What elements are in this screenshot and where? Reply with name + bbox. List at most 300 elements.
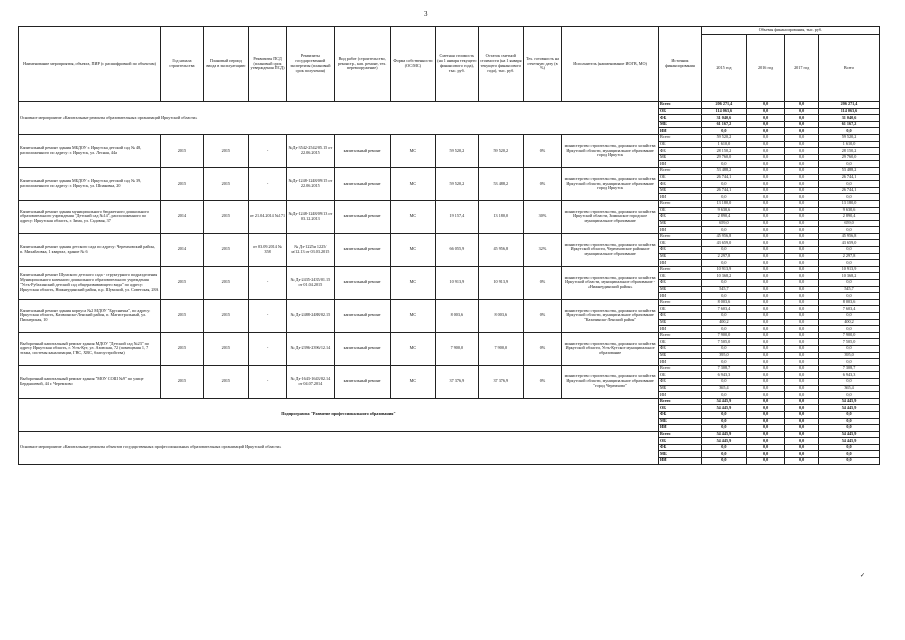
header-2017: 2017 год xyxy=(785,35,819,102)
object-executor: министерство строительства, дорожного хозяйства Иркутской области, муниципальное образование город Иркутск xyxy=(562,167,659,200)
finance-2016: 0,0 xyxy=(746,299,784,306)
finance-2017: 0,0 xyxy=(785,134,819,141)
object-ownership: МС xyxy=(390,200,435,233)
finance-2017: 0,0 xyxy=(785,220,819,227)
finance-2016: 0,0 xyxy=(746,411,784,418)
finance-2017: 0,0 xyxy=(785,392,819,399)
finance-2017: 0,0 xyxy=(785,286,819,293)
finance-2017: 0,0 xyxy=(785,438,819,445)
finance-2016: 0,0 xyxy=(746,214,784,221)
finance-2017: 0,0 xyxy=(785,187,819,194)
finance-2015: 7 603,4 xyxy=(701,306,746,313)
finance-2017: 0,0 xyxy=(785,148,819,155)
finance-2017: 0,0 xyxy=(785,405,819,412)
finance-2017: 0,0 xyxy=(785,411,819,418)
finance-total: 45 956,8 xyxy=(819,233,880,240)
finance-2016: 0,0 xyxy=(746,385,784,392)
finance-2015: 395,0 xyxy=(701,352,746,359)
finance-source: ФБ xyxy=(659,345,702,352)
finance-total: 0,0 xyxy=(819,227,880,234)
object-year-start: 2014 xyxy=(160,233,203,266)
object-estimate: 19 157,4 xyxy=(435,200,478,233)
finance-2016: 0,0 xyxy=(746,345,784,352)
finance-row xyxy=(19,365,880,372)
object-readiness: 0% xyxy=(523,332,561,365)
object-expertise: № Дз-2396-2396/12.14 xyxy=(287,332,334,365)
finance-2017: 0,0 xyxy=(785,444,819,451)
object-remainder: 8 003,6 xyxy=(478,299,523,332)
finance-2016: 0,0 xyxy=(746,181,784,188)
finance-total: 0,0 xyxy=(819,425,880,432)
finance-2015: 9 630,6 xyxy=(701,207,746,214)
object-ownership: МС xyxy=(390,233,435,266)
finance-total: 0,0 xyxy=(819,326,880,333)
finance-2016: 0,0 xyxy=(746,359,784,366)
finance-total: 395,0 xyxy=(819,352,880,359)
finance-total: 61 167,2 xyxy=(819,121,880,128)
object-expertise: №Дз-3542-2542/05.15 от 22.06.2015 xyxy=(287,134,334,167)
header-year-end: Плановый период ввода в эксплуатацию xyxy=(203,27,248,102)
finance-total: 10 368,2 xyxy=(819,273,880,280)
finance-source: ОБ xyxy=(659,141,702,148)
finance-total: 0,0 xyxy=(819,458,880,465)
finance-2015: 54 445,9 xyxy=(701,431,746,438)
finance-2017: 0,0 xyxy=(785,372,819,379)
finance-2016: 0,0 xyxy=(746,326,784,333)
finance-source: ОБ xyxy=(659,306,702,313)
finance-2016: 0,0 xyxy=(746,148,784,155)
finance-2017: 0,0 xyxy=(785,102,819,109)
finance-source: ИИ xyxy=(659,458,702,465)
object-estimate: 59 520,2 xyxy=(435,167,478,200)
finance-source: МБ xyxy=(659,418,702,425)
finance-source: ИИ xyxy=(659,293,702,300)
header-psd: Реквизиты ПСД (плановый срок утверждения ПСД) xyxy=(248,27,286,102)
finance-2016: 0,0 xyxy=(746,266,784,273)
finance-2015: 0,0 xyxy=(701,392,746,399)
object-estimate: 37 376,9 xyxy=(435,365,478,398)
finance-2015: 0,0 xyxy=(701,458,746,465)
finance-2017: 0,0 xyxy=(785,200,819,207)
object-remainder: 37 376,9 xyxy=(478,365,523,398)
finance-total: 0,0 xyxy=(819,451,880,458)
finance-2016: 0,0 xyxy=(746,141,784,148)
object-ownership: МС xyxy=(390,167,435,200)
finance-2017: 0,0 xyxy=(785,359,819,366)
header-2015: 2015 год xyxy=(701,35,746,102)
finance-2016: 0,0 xyxy=(746,280,784,287)
object-estimate: 7 900,0 xyxy=(435,332,478,365)
object-readiness: 0% xyxy=(523,299,561,332)
finance-total: 7 603,4 xyxy=(819,306,880,313)
finance-2016: 0,0 xyxy=(746,207,784,214)
finance-source: ФБ xyxy=(659,313,702,320)
finance-source: ФБ xyxy=(659,247,702,254)
finance-source: Всего xyxy=(659,200,702,207)
finance-total: 206 271,4 xyxy=(819,102,880,109)
finance-2015: 13 180,0 xyxy=(701,200,746,207)
object-name: Выборочный капитальный ремонт здания МДОУ "Детский сад №23" по адресу Иркутская область, г. Усть-Кут, ул. Азовская, 72 (помещения 1, 7 этажа, системы канализации, ГВС, ХВС, благоустройства) xyxy=(19,332,161,365)
finance-2016: 0,0 xyxy=(746,332,784,339)
object-work-type: капитальный ремонт xyxy=(334,134,390,167)
finance-2017: 0,0 xyxy=(785,266,819,273)
header-source: Источник финансирования xyxy=(659,27,702,102)
finance-total: 29 760,0 xyxy=(819,154,880,161)
finance-2015: 54 445,9 xyxy=(701,398,746,405)
object-readiness: 30% xyxy=(523,200,561,233)
finance-2015: 0,0 xyxy=(701,411,746,418)
finance-2016: 0,0 xyxy=(746,200,784,207)
object-year-start: 2015 xyxy=(160,299,203,332)
finance-total: 54 445,9 xyxy=(819,405,880,412)
object-expertise: № Дз-1643-1643/02.14 от 04.07.2014 xyxy=(287,365,334,398)
finance-2016: 0,0 xyxy=(746,134,784,141)
finance-2016: 0,0 xyxy=(746,451,784,458)
finance-row xyxy=(19,134,880,141)
finance-2015: 206 271,4 xyxy=(701,102,746,109)
header-row-1 xyxy=(19,27,880,35)
finance-2016: 0,0 xyxy=(746,319,784,326)
object-psd: - xyxy=(248,134,286,167)
finance-source: ОБ xyxy=(659,207,702,214)
finance-total: 0,0 xyxy=(819,293,880,300)
finance-total: 0,0 xyxy=(819,359,880,366)
finance-source: МБ xyxy=(659,253,702,260)
finance-source: ОБ xyxy=(659,174,702,181)
finance-total: 54 445,9 xyxy=(819,438,880,445)
finance-2016: 0,0 xyxy=(746,121,784,128)
object-psd: от 03.09.2014 № 358 xyxy=(248,233,286,266)
object-remainder: 13 180,0 xyxy=(478,200,523,233)
object-year-start: 2015 xyxy=(160,266,203,299)
finance-total: 54 445,9 xyxy=(819,398,880,405)
finance-2016: 0,0 xyxy=(746,458,784,465)
finance-2017: 0,0 xyxy=(785,299,819,306)
finance-2015: 7 505,0 xyxy=(701,339,746,346)
object-expertise: № Дз-2435-2435/01.15 от 01.04.2015 xyxy=(287,266,334,299)
finance-2017: 0,0 xyxy=(785,167,819,174)
finance-2017: 0,0 xyxy=(785,273,819,280)
finance-2017: 0,0 xyxy=(785,365,819,372)
finance-total: 0,0 xyxy=(819,444,880,451)
finance-2015: 0,0 xyxy=(701,425,746,432)
finance-2017: 0,0 xyxy=(785,398,819,405)
finance-2017: 0,0 xyxy=(785,141,819,148)
finance-2015: 365,4 xyxy=(701,385,746,392)
object-ownership: МС xyxy=(390,134,435,167)
finance-total: 0,0 xyxy=(819,378,880,385)
finance-total: 545,7 xyxy=(819,286,880,293)
finance-2016: 0,0 xyxy=(746,372,784,379)
object-work-type: капитальный ремонт xyxy=(334,332,390,365)
finance-source: ИИ xyxy=(659,161,702,168)
object-psd: - xyxy=(248,299,286,332)
finance-2016: 0,0 xyxy=(746,273,784,280)
finance-2017: 0,0 xyxy=(785,174,819,181)
finance-2015: 400,2 xyxy=(701,319,746,326)
finance-total: 13 180,0 xyxy=(819,200,880,207)
finance-total: 10 913,9 xyxy=(819,266,880,273)
header-year-start: Год начала строительства xyxy=(160,27,203,102)
finance-2016: 0,0 xyxy=(746,227,784,234)
header-ownership: Форма собственности (ОС/МС) xyxy=(390,27,435,102)
object-expertise: №Дз-1248-1248/09/13 от 03.12.2013 xyxy=(287,200,334,233)
finance-2017: 0,0 xyxy=(785,227,819,234)
finance-2016: 0,0 xyxy=(746,247,784,254)
object-work-type: капитальный ремонт xyxy=(334,200,390,233)
finance-2015: 26 744,1 xyxy=(701,174,746,181)
object-estimate: 66 055,9 xyxy=(435,233,478,266)
finance-source: Всего xyxy=(659,266,702,273)
finance-2015: 0,0 xyxy=(701,451,746,458)
object-name: Выборочный капитальный ремонт здания "МОУ СОШ №9" по улице Бердышевой, 44 г. Черемхово xyxy=(19,365,161,398)
object-year-start: 2015 xyxy=(160,365,203,398)
finance-2017: 0,0 xyxy=(785,247,819,254)
object-year-end: 2015 xyxy=(203,266,248,299)
finance-source: ИИ xyxy=(659,359,702,366)
object-work-type: капитальный ремонт xyxy=(334,365,390,398)
finance-total: 0,0 xyxy=(819,181,880,188)
object-name: Капитальный ремонт здания МБДОУ г. Иркутска детский сад № 39, расположенного по адресу: г. Иркутск, ул. Шпаковка, 20 xyxy=(19,167,161,200)
object-year-start: 2014 xyxy=(160,200,203,233)
finance-2017: 0,0 xyxy=(785,260,819,267)
finance-total: 0,0 xyxy=(819,411,880,418)
finance-source: ФБ xyxy=(659,214,702,221)
object-remainder: 45 956,8 xyxy=(478,233,523,266)
finance-2015: 0,0 xyxy=(701,359,746,366)
finance-source: ИИ xyxy=(659,260,702,267)
finance-source: ОБ xyxy=(659,108,702,115)
finance-row xyxy=(19,233,880,240)
finance-total: 7 505,0 xyxy=(819,339,880,346)
object-readiness: 0% xyxy=(523,134,561,167)
finance-2015: 0,0 xyxy=(701,326,746,333)
object-remainder: 10 913,9 xyxy=(478,266,523,299)
object-year-start: 2015 xyxy=(160,167,203,200)
finance-2015: 8 003,6 xyxy=(701,299,746,306)
header-expertise: Реквизиты государственной экспертизы (плановый срок получения) xyxy=(287,27,334,102)
finance-2015: 0,0 xyxy=(701,313,746,320)
finance-2015: 0,0 xyxy=(701,293,746,300)
finance-2016: 0,0 xyxy=(746,161,784,168)
finance-2017: 0,0 xyxy=(785,313,819,320)
header-estimate: Сметная стоимость (на 1 января текущего финансового года), тыс. руб. xyxy=(435,27,478,102)
header-readiness: Тех. готовность на отчетную дату (в %) xyxy=(523,27,561,102)
finance-2017: 0,0 xyxy=(785,385,819,392)
finance-2015: 114 063,6 xyxy=(701,108,746,115)
finance-2017: 0,0 xyxy=(785,253,819,260)
finance-total: 0,0 xyxy=(819,313,880,320)
finance-2015: 0,0 xyxy=(701,378,746,385)
finance-source: ИИ xyxy=(659,194,702,201)
finance-source: Всего xyxy=(659,233,702,240)
section-title: Основное мероприятие «Капитальные ремонты объектов государственных профессиональных образовательных организаций Иркутской области» xyxy=(19,431,659,464)
finance-2016: 0,0 xyxy=(746,187,784,194)
finance-total: 0,0 xyxy=(819,345,880,352)
finance-2017: 0,0 xyxy=(785,240,819,247)
finance-row xyxy=(19,332,880,339)
finance-2016: 0,0 xyxy=(746,378,784,385)
finance-2015: 59 520,2 xyxy=(701,134,746,141)
finance-source: Всего xyxy=(659,134,702,141)
object-work-type: капитальный ремонт xyxy=(334,299,390,332)
finance-2015: 0,0 xyxy=(701,181,746,188)
finance-2016: 0,0 xyxy=(746,128,784,135)
finance-source: МБ xyxy=(659,385,702,392)
header-executor: Исполнитель (наименование ИОГВ, МО) xyxy=(562,27,659,102)
finance-2016: 0,0 xyxy=(746,313,784,320)
header-remainder: Остаток сметной стоимости (на 1 января текущего финансового года), тыс. руб. xyxy=(478,27,523,102)
finance-2016: 0,0 xyxy=(746,392,784,399)
finance-2015: 45 956,8 xyxy=(701,233,746,240)
finance-2016: 0,0 xyxy=(746,306,784,313)
finance-2015: 0,0 xyxy=(701,247,746,254)
finance-2015: 54 445,9 xyxy=(701,405,746,412)
finance-source: ФБ xyxy=(659,444,702,451)
finance-2015: 659,0 xyxy=(701,220,746,227)
object-year-end: 2015 xyxy=(203,299,248,332)
object-ownership: МС xyxy=(390,266,435,299)
object-ownership: МС xyxy=(390,332,435,365)
object-name: Капитальный ремонт Шумского детского сада - структурного подразделения Муниципального казенного дошкольного образовательного учреждения "Усть-Рубахинский детский сад общеразвивающего вида" по адресу: Иркутская область, Нижнеудинский район, п.р. Шумский, ул. Советская, 28А xyxy=(19,266,161,299)
finance-source: МБ xyxy=(659,352,702,359)
object-psd: - xyxy=(248,365,286,398)
object-year-start: 2015 xyxy=(160,332,203,365)
header-name: Наименование мероприятия, объекта, ПИР (с расшифровкой по объектам) xyxy=(19,27,161,102)
finance-2015: 0,0 xyxy=(701,227,746,234)
finance-2016: 0,0 xyxy=(746,398,784,405)
finance-2016: 0,0 xyxy=(746,405,784,412)
finance-2017: 0,0 xyxy=(785,306,819,313)
finance-row xyxy=(19,398,880,405)
object-ownership: МС xyxy=(390,365,435,398)
finance-2016: 0,0 xyxy=(746,233,784,240)
object-name: Капитальный ремонт здания корпуса №2 МДОУ "Брусничка", по адресу: Иркутская область, Казачинско-Ленский район, п. Магистральный, ул. Пионерская, 10 xyxy=(19,299,161,332)
finance-source: ИИ xyxy=(659,392,702,399)
finance-source: МБ xyxy=(659,220,702,227)
finance-2016: 0,0 xyxy=(746,365,784,372)
object-psd: - xyxy=(248,266,286,299)
finance-source: ОБ xyxy=(659,372,702,379)
finance-2016: 0,0 xyxy=(746,108,784,115)
finance-2017: 0,0 xyxy=(785,181,819,188)
finance-source: ИИ xyxy=(659,326,702,333)
finance-2016: 0,0 xyxy=(746,167,784,174)
object-executor: министерство строительства, дорожного хозяйства Иркутской области, Усть-Кутское муниципальное образование xyxy=(562,332,659,365)
finance-total: 0,0 xyxy=(819,418,880,425)
finance-total: 6 943,3 xyxy=(819,372,880,379)
object-year-start: 2015 xyxy=(160,134,203,167)
object-executor: министерство строительства, дорожного хозяйства Иркутской области, Черемховское районное муниципальное образование xyxy=(562,233,659,266)
finance-total: 7 308,7 xyxy=(819,365,880,372)
object-expertise: №Дз-1248-1248/09/15 от 22.06.2015 xyxy=(287,167,334,200)
finance-total: 0,0 xyxy=(819,247,880,254)
finance-total: 0,0 xyxy=(819,280,880,287)
finance-total: 2 890,4 xyxy=(819,214,880,221)
finance-source: ОБ xyxy=(659,438,702,445)
finance-2016: 0,0 xyxy=(746,438,784,445)
finance-total: 26 744,1 xyxy=(819,174,880,181)
finance-2017: 0,0 xyxy=(785,458,819,465)
finance-total: 43 659,0 xyxy=(819,240,880,247)
finance-source: Всего xyxy=(659,167,702,174)
object-year-end: 2015 xyxy=(203,167,248,200)
finance-2015: 0,0 xyxy=(701,194,746,201)
finance-2017: 0,0 xyxy=(785,233,819,240)
finance-row xyxy=(19,200,880,207)
finance-2015: 6 943,3 xyxy=(701,372,746,379)
finance-source: Всего xyxy=(659,332,702,339)
finance-2016: 0,0 xyxy=(746,339,784,346)
object-expertise: № Дз-2488-2488/02.15 xyxy=(287,299,334,332)
finance-2015: 29 760,0 xyxy=(701,154,746,161)
finance-source: ИИ xyxy=(659,227,702,234)
finance-source: МБ xyxy=(659,286,702,293)
finance-2015: 26 744,1 xyxy=(701,187,746,194)
finance-2017: 0,0 xyxy=(785,108,819,115)
object-expertise: № Дз-1225и 1225/м/12.13 от 03.03.2015 xyxy=(287,233,334,266)
finance-2016: 0,0 xyxy=(746,352,784,359)
finance-total: 1 610,0 xyxy=(819,141,880,148)
finance-source: ФБ xyxy=(659,280,702,287)
finance-2015: 7 900,0 xyxy=(701,332,746,339)
object-estimate: 8 003,6 xyxy=(435,299,478,332)
object-executor: министерство строительства, дорожного хозяйства Иркутской области, муниципальное образование "Казачинско-Ленский район" xyxy=(562,299,659,332)
finance-2015: 2 890,4 xyxy=(701,214,746,221)
object-psd: - xyxy=(248,167,286,200)
finance-2015: 10 368,2 xyxy=(701,273,746,280)
finance-2015: 0,0 xyxy=(701,161,746,168)
finance-2017: 0,0 xyxy=(785,121,819,128)
object-name: Капитальный ремонт здания МБДОУ г. Иркутска детский сад № 48, расположенного по адресу: г. Иркутск, ул. Лесная, 44а xyxy=(19,134,161,167)
finance-total: 0,0 xyxy=(819,260,880,267)
finance-total: 659,0 xyxy=(819,220,880,227)
object-psd: от 21.04.2014 №171 xyxy=(248,200,286,233)
finance-total: 53 488,2 xyxy=(819,167,880,174)
object-estimate: 59 520,2 xyxy=(435,134,478,167)
finance-2017: 0,0 xyxy=(785,128,819,135)
finance-total: 0,0 xyxy=(819,161,880,168)
finance-source: Всего xyxy=(659,102,702,109)
finance-source: Всего xyxy=(659,299,702,306)
finance-total: 9 630,6 xyxy=(819,207,880,214)
finance-total: 31 040,6 xyxy=(819,115,880,122)
object-readiness: 0% xyxy=(523,365,561,398)
finance-2015: 43 659,0 xyxy=(701,240,746,247)
finance-2015: 53 488,2 xyxy=(701,167,746,174)
finance-total: 400,2 xyxy=(819,319,880,326)
object-work-type: капитальный ремонт xyxy=(334,266,390,299)
finance-2017: 0,0 xyxy=(785,326,819,333)
finance-2015: 0,0 xyxy=(701,128,746,135)
object-readiness: 32% xyxy=(523,233,561,266)
finance-total: 26 744,1 xyxy=(819,187,880,194)
finance-2016: 0,0 xyxy=(746,431,784,438)
finance-2017: 0,0 xyxy=(785,451,819,458)
finance-2015: 28 150,2 xyxy=(701,148,746,155)
finance-2017: 0,0 xyxy=(785,378,819,385)
object-work-type: капитальный ремонт xyxy=(334,167,390,200)
finance-2017: 0,0 xyxy=(785,154,819,161)
finance-total: 28 150,2 xyxy=(819,148,880,155)
finance-2016: 0,0 xyxy=(746,174,784,181)
finance-2017: 0,0 xyxy=(785,207,819,214)
finance-source: МБ xyxy=(659,451,702,458)
header-2016: 2016 год xyxy=(746,35,784,102)
finance-source: ФБ xyxy=(659,115,702,122)
object-executor: министерство строительства, дорожного хозяйства Иркутской области, муниципальное образование - «Нижнеудинский район» xyxy=(562,266,659,299)
finance-2017: 0,0 xyxy=(785,332,819,339)
